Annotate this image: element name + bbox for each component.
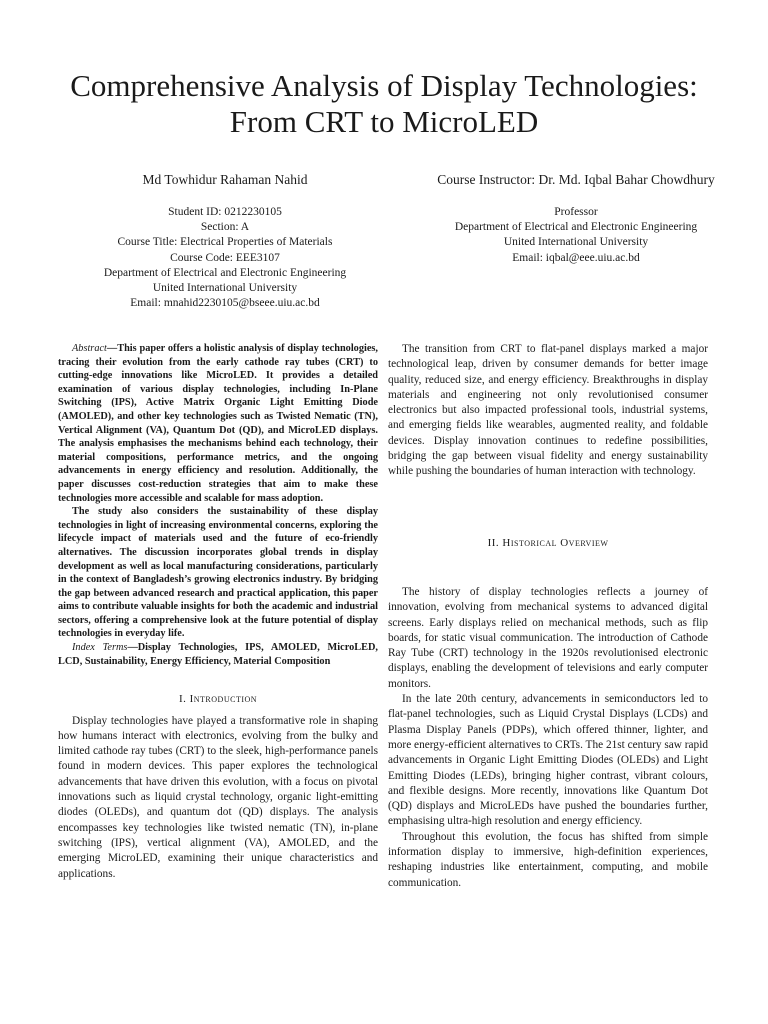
university: United International University bbox=[152, 282, 298, 295]
instructor-rank: Professor bbox=[554, 206, 598, 218]
left-column bbox=[58, 342, 378, 882]
instructor-university: United International University bbox=[503, 236, 649, 249]
abstract-text-1: —This paper offers a holistic analysis of display technologies, tracing their evolution from the early cathode ray tubes (CRT) to cutting-edge innovations like MicroLED. It provides a detailed examination of various display technologies, including In-Plane Switching (IPS), Active Matrix Organic Light Emitting Diode (AMOLED), and other key technologies such as Twisted Nematic (TN), Vertical Alignment (VA), Quantum Dot (QD), and MicroLED displays. The analysis emphasises the mechanisms behind each technology, their material compositions, performance metrics, and the ongoing advancements in energy efficiency and resolution. Additionally, the paper discusses cost-reduction strategies that aim to make these technologies more accessible and scalable for mass adoption. bbox=[58, 343, 378, 504]
section: Section: A bbox=[200, 221, 250, 234]
index-terms bbox=[58, 641, 378, 668]
title-line-1: Comprehensive Analysis of Display Technologies: bbox=[70, 68, 698, 103]
course-title: Course Title: Electrical Properties of Materials bbox=[117, 236, 333, 249]
author-block-student bbox=[60, 171, 390, 311]
abstract-paragraph-1 bbox=[58, 342, 378, 505]
section-heading-historical-overview bbox=[388, 536, 708, 551]
section-number: I. bbox=[178, 693, 190, 706]
course-code: Course Code: EEE3107 bbox=[170, 251, 280, 264]
author-email: Email: mnahid2230105@bseee.uiu.ac.bd bbox=[130, 297, 320, 310]
right-column bbox=[388, 342, 708, 891]
department: Department of Electrical and Electronic Engineering bbox=[103, 266, 347, 279]
index-terms-text: —Display Technologies, IPS, AMOLED, MicroLED, LCD, Sustainability, Energy Efficiency, Material Composition bbox=[58, 642, 378, 667]
section-heading-introduction bbox=[58, 692, 378, 707]
student-id: Student ID: 0212230105 bbox=[168, 206, 282, 218]
abstract bbox=[58, 342, 378, 668]
intro-paragraph-1: Display technologies have played a transformative role in shaping how humans interact with electronics, evolving from the bulky and limited cathode ray tubes (CRT) to the sleek, high-performance panels found in modern devices. This paper explores the technological advancements that have driven this evolution, with a focus on pivotal innovations such as liquid crystal technology, organic light-emitting diodes (OLEDs), and quantum dot (QD) displays. The analysis encompasses key technologies like twisted nematic (TN), in-plane switching (IPS), vertical alignment (VA), AMOLED, and the emerging MicroLED, examining their unique characteristics and applications. bbox=[58, 714, 378, 880]
intro-paragraph-2: The transition from CRT to flat-panel displays marked a major technological leap, driven by consumer demands for better image quality, reduced size, and energy efficiency. Breakthroughs in display materials and engineering not only revolutionised consumer electronics but also impacted professional tools, industrial systems, and emerging fields like wearables, augmented reality, and foldable devices. Display innovation continues to redefine possibilities, bridging the gap between visual fidelity and energy sustainability while pushing the boundaries of human interaction with technology. bbox=[388, 343, 708, 478]
history-paragraph-2: In the late 20th century, advancements in semiconductors led to flat-panel technologies, such as Liquid Crystal Displays (LCDs) and Plasma Display Panels (PDPs), which offered thinner, lighter, and more energy-efficient alternatives to CRTs. The 21st century saw rapid advancements in Organic Light Emitting Diodes (OLEDs) and Light Emitting Diodes (LEDs), bringing higher contrast, vibrant colours, and flexible designs. More recently, innovations like Quantum Dot (QD) displays and MicroLEDs have pushed the boundaries further, emphasising ultra-high resolution and energy efficiency. bbox=[388, 693, 708, 828]
paper-title bbox=[40, 68, 728, 140]
abstract-label: Abstract bbox=[72, 343, 107, 354]
instructor-email: Email: iqbal@eee.uiu.ac.bd bbox=[512, 251, 640, 264]
index-terms-label: Index Terms bbox=[72, 642, 128, 654]
author-name: Md Towhidur Rahaman Nahid bbox=[142, 172, 308, 187]
history-paragraph-3: Throughout this evolution, the focus has shifted from simple information display to immersive, high-definition experiences, reshaping industries like entertainment, computing, and mobile communication. bbox=[388, 830, 708, 889]
section-title: Introduction bbox=[189, 693, 258, 706]
section-title: Historical Overview bbox=[502, 536, 609, 549]
section-number: II. bbox=[487, 536, 503, 549]
instructor-department: Department of Electrical and Electronic Engineering bbox=[454, 221, 698, 234]
abstract-paragraph-2: The study also considers the sustainability of these display technologies in light of increasing environmental concerns, exploring the lifecycle impact of materials used and the future of eco-friendly alternatives. The discussion incorporates global trends in display development as well as local manufacturing considerations, particularly in the context of Bangladesh’s growing electronics industry. By bridging the gap between advanced research and practical application, this paper aims to contribute valuable insights for both the academic and industrial sectors, offering a comprehensive look at the future potential of display technologies in everyday life. bbox=[58, 506, 378, 640]
instructor-name: Course Instructor: Dr. Md. Iqbal Bahar Chowdhury bbox=[437, 172, 715, 187]
history-paragraph-1: The history of display technologies reflects a journey of innovation, evolving from mechanical systems to advanced digital screens. Early displays relied on mechanical methods, such as flip boards, for static visual communication. The introduction of Cathode Ray Tube (CRT) technology in the 1920s revolutionised electronic displays, enabling the development of televisions and early computer monitors. bbox=[388, 585, 708, 690]
title-line-2: From CRT to MicroLED bbox=[229, 104, 539, 139]
author-block-instructor bbox=[400, 171, 752, 266]
